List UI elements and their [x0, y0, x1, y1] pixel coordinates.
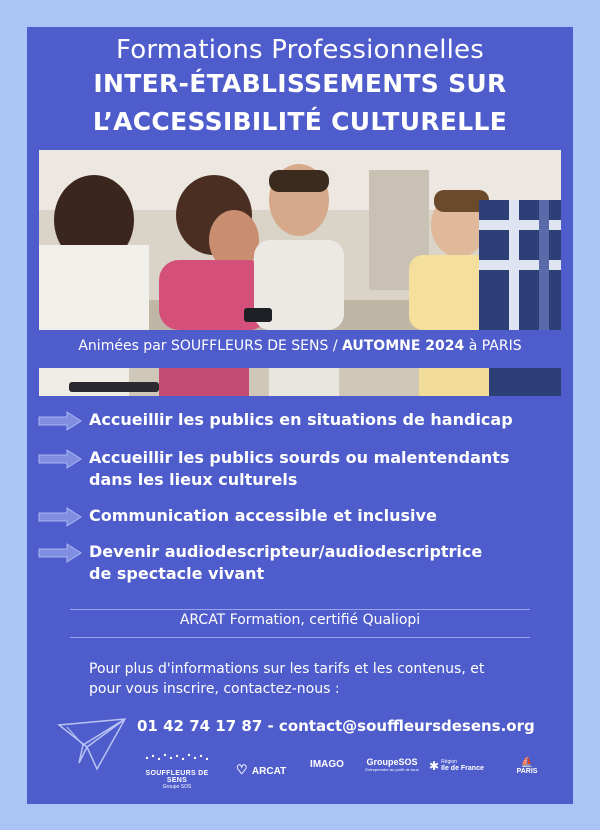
logo-groupesos-sub: Entreprendre au profit de tous	[365, 767, 419, 772]
logo-region-top: Région	[441, 759, 457, 765]
course-label-line2: dans les lieux culturels	[89, 470, 298, 489]
course-label	[89, 447, 559, 491]
certification-text: ARCAT Formation, certifié Qualiopi	[179, 612, 421, 628]
info-text	[89, 659, 549, 699]
paper-plane-icon	[57, 717, 127, 772]
subtitle	[27, 338, 573, 354]
logo-region-name: Ile de France	[441, 765, 484, 772]
logo-region-idf	[429, 759, 499, 773]
logo-arcat	[233, 761, 289, 779]
photo-strip	[39, 368, 561, 396]
logo-paris	[507, 757, 547, 775]
paris-ship-icon: ⛵	[520, 757, 534, 768]
divider	[70, 609, 530, 610]
title-line-2: INTER-ÉTABLISSEMENTS SUR	[93, 69, 507, 98]
divider	[70, 637, 530, 638]
logo-imago-name: IMAGO	[310, 759, 344, 770]
title-line-3: L’ACCESSIBILITÉ CULTURELLE	[92, 107, 508, 136]
logo-souffleurs-name: SOUFFLEURS DE SENS	[145, 770, 209, 784]
logo-groupesos	[357, 757, 427, 772]
arrow-right-icon	[37, 448, 83, 470]
subtitle-season: AUTOMNE 2024	[341, 338, 465, 354]
course-label-line1: Accueillir les publics sourds ou malentendants	[89, 448, 510, 467]
course-label: Accueillir les publics en situations de handicap	[89, 410, 513, 429]
course-label-line1: Devenir audiodescripteur/audiodescriptrice	[89, 542, 483, 561]
logo-imago	[302, 759, 352, 770]
arrow-right-icon	[37, 410, 83, 432]
contact-line[interactable]: 01 42 74 17 87 - contact@souffleursdesens.org	[137, 717, 535, 735]
course-label-line2: de spectacle vivant	[89, 564, 265, 583]
region-star-icon: ✱	[429, 759, 440, 773]
heart-icon: ♡	[235, 762, 248, 777]
info-line1: Pour plus d'informations sur les tarifs et les contenus, et	[89, 661, 485, 677]
course-label	[89, 541, 559, 585]
arrow-right-icon	[37, 542, 83, 564]
title-line-1: Formations Professionnelles	[115, 35, 484, 65]
training-photo	[39, 150, 561, 330]
subtitle-suffix: à PARIS	[464, 338, 522, 354]
partner-logos	[137, 751, 557, 791]
logo-groupesos-name: GroupeSOS	[366, 757, 418, 767]
subtitle-prefix: Animées par SOUFFLEURS DE SENS /	[78, 338, 342, 354]
flyer-card	[27, 27, 573, 804]
course-label: Communication accessible et inclusive	[89, 506, 437, 525]
info-line2: pour vous inscrire, contactez-nous :	[89, 681, 340, 697]
logo-souffleurs	[137, 751, 217, 790]
logo-paris-name: PARIS	[516, 768, 538, 775]
logo-souffleurs-sub: Groupe SOS	[162, 784, 192, 790]
logo-arcat-name: ARCAT	[251, 766, 287, 777]
dots-icon	[137, 751, 217, 765]
arrow-right-icon	[37, 506, 83, 528]
